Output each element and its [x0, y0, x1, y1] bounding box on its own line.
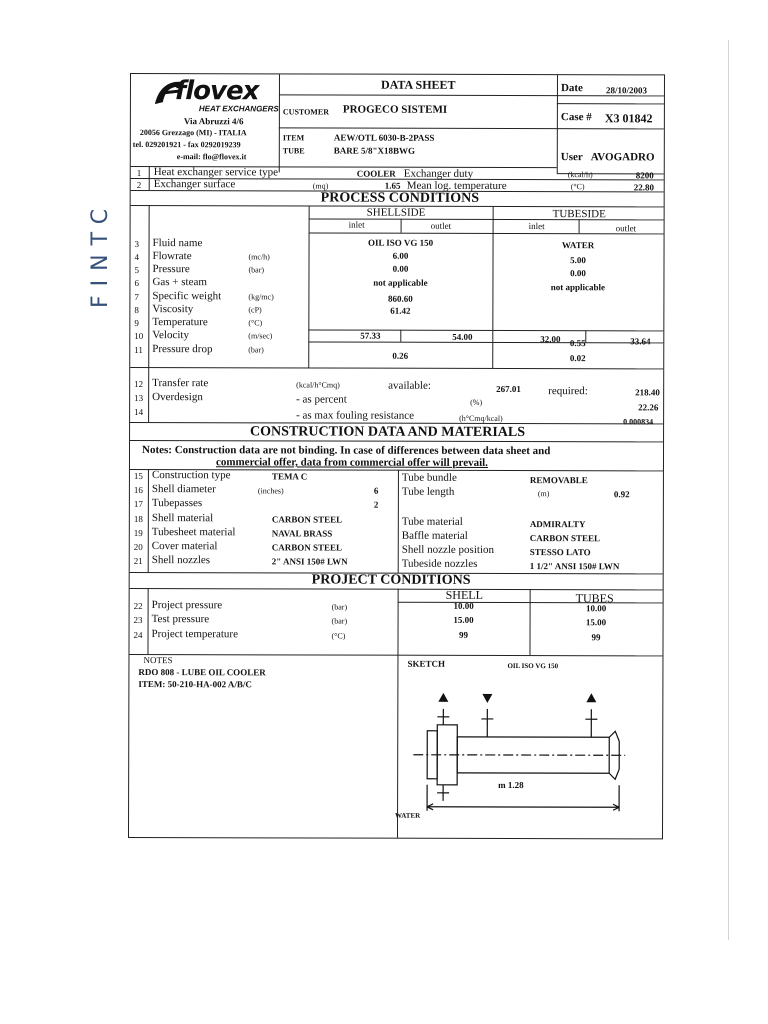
- mean-log-temp-value: 22.80: [633, 182, 654, 193]
- row-num: 7: [134, 292, 139, 303]
- shellside-value: OIL ISO VG 150: [367, 237, 434, 248]
- construction-notes-line1: Notes: Construction data are not binding. In case of differences between data sheet and: [141, 444, 551, 458]
- mean-log-temp-unit: (°C): [570, 182, 585, 192]
- process-label: Viscosity: [152, 303, 194, 316]
- notes-label: NOTES: [143, 655, 173, 666]
- shell-project-value: 15.00: [453, 614, 474, 625]
- construction-value: STESSO LATO: [529, 547, 591, 558]
- shell-temp-inlet: 57.33: [360, 330, 381, 341]
- fouling-resistance-label: - as max fouling resistance: [296, 409, 415, 422]
- tubeside-value: 0.00: [570, 268, 586, 279]
- process-unit: (cP): [248, 305, 262, 315]
- tube-value: BARE 5/8"X18BWG: [333, 145, 416, 156]
- service-type-label: Heat exchanger service type: [153, 166, 279, 179]
- tubes-project-value: 99: [591, 632, 601, 643]
- sketch-water-label: WATER: [395, 811, 421, 820]
- shellside-value: 6.00: [392, 250, 409, 261]
- tube-label: TUBE: [282, 146, 305, 156]
- fouling-resistance-unit: (h°Cmq/kcal): [459, 413, 503, 423]
- construction-value: NAVAL BRASS: [271, 528, 333, 539]
- customer-label: CUSTOMER: [282, 107, 330, 117]
- construction-unit: (m): [537, 489, 550, 499]
- construction-label: Tubesheet material: [151, 526, 236, 539]
- process-label: Fluid name: [152, 237, 203, 250]
- process-unit: (°C): [248, 318, 263, 328]
- shell-outlet-header: outlet: [430, 220, 452, 231]
- project-label: Project pressure: [151, 599, 223, 612]
- shellside-value: not applicable: [373, 277, 428, 288]
- construction-unit: (inches): [257, 486, 284, 496]
- process-label: Flowrate: [152, 250, 192, 263]
- mean-log-temp-label: Mean log. temperature: [406, 179, 507, 192]
- shell-project-value: 99: [459, 629, 469, 640]
- construction-value: TEMA C: [271, 471, 308, 482]
- row-num: 12: [134, 379, 144, 390]
- shellside-value: 61.42: [390, 305, 411, 316]
- notes-line2: ITEM: 50-210-HA-002 A/B/C: [138, 679, 252, 690]
- row-num: 11: [134, 345, 143, 356]
- row-num: 4: [134, 252, 140, 263]
- construction-label: Cover material: [151, 540, 218, 553]
- logo-text: flovex: [174, 76, 259, 107]
- data-sheet: [128, 73, 665, 839]
- construction-label: Shell material: [151, 512, 214, 525]
- process-conditions-title: PROCESS CONDITIONS: [320, 190, 480, 206]
- tubeside-value: WATER: [561, 240, 595, 251]
- shellside-header: SHELLSIDE: [366, 206, 426, 219]
- page-edge: [728, 40, 729, 940]
- process-unit: (kg/mc): [248, 292, 274, 302]
- shellside-value: 0.26: [392, 350, 409, 361]
- tube-outlet-header: outlet: [615, 223, 637, 234]
- construction-label: Baffle material: [401, 529, 468, 542]
- row-num: 2: [136, 180, 142, 191]
- exchanger-surface-value: 1.65: [384, 180, 401, 191]
- project-unit: (°C): [331, 631, 346, 641]
- exchanger-duty-label: Exchanger duty: [403, 167, 474, 180]
- row-num: 10: [134, 331, 144, 342]
- row-num: 18: [133, 514, 143, 525]
- row-num: 22: [133, 601, 143, 612]
- sketch-dimension: m 1.28: [498, 779, 524, 791]
- required-label: required:: [548, 385, 588, 398]
- row-num: 16: [133, 485, 143, 496]
- construction-label: Shell nozzles: [151, 554, 211, 567]
- construction-value: 2" ANSI 150# LWN: [271, 556, 348, 567]
- tubes-header: TUBES: [575, 591, 614, 606]
- required-value: 218.40: [635, 387, 660, 398]
- user-value: AVOGADRO: [590, 151, 655, 164]
- construction-label: Tube length: [401, 485, 455, 498]
- construction-value: CARBON STEEL: [271, 542, 343, 553]
- company-subtitle: HEAT EXCHANGERS: [198, 104, 279, 114]
- available-label: available:: [388, 379, 431, 392]
- shellside-value: 0.00: [392, 263, 409, 274]
- address-line1: Via Abruzzi 4/6: [183, 116, 244, 127]
- construction-value: CARBON STEEL: [529, 533, 601, 544]
- shell-header: SHELL: [445, 587, 483, 602]
- date-label: Date: [560, 82, 583, 95]
- email-address: e-mail: flo@flovex.it: [176, 152, 247, 162]
- transfer-rate-label: Transfer rate: [152, 377, 209, 390]
- construction-label: Shell nozzle position: [401, 543, 495, 556]
- project-unit: (bar): [331, 616, 348, 626]
- item-label: ITEM: [282, 133, 305, 143]
- service-type-value: COOLER: [356, 168, 396, 179]
- row-num: 3: [134, 239, 140, 250]
- tubeside-value: 0.02: [569, 353, 586, 364]
- exchanger-duty-unit: (kcal/h): [567, 170, 593, 180]
- row-num: 9: [134, 318, 139, 329]
- tubeside-header: TUBESIDE: [552, 208, 606, 221]
- tubeside-value: 0.55: [569, 338, 586, 349]
- process-unit: (mc/h): [248, 252, 270, 262]
- project-conditions-title: PROJECT CONDITIONS: [311, 572, 471, 588]
- process-unit: (bar): [248, 345, 264, 355]
- construction-value: ADMIRALTY: [529, 519, 586, 530]
- construction-label: Tube bundle: [401, 471, 457, 484]
- heat-exchanger-sketch: [413, 687, 635, 818]
- address-line3: tel. 029201921 - fax 0292019239: [132, 140, 241, 150]
- row-num: 15: [133, 471, 143, 482]
- available-value: 267.01: [496, 383, 521, 395]
- process-label: Pressure: [152, 263, 190, 276]
- exchanger-duty-value: 8200: [635, 170, 654, 181]
- customer-value: PROGECO SISTEMI: [342, 103, 448, 116]
- overdesign-percent-unit: (%): [470, 397, 483, 407]
- construction-label: Construction type: [151, 469, 231, 482]
- exchanger-surface-label: Exchanger surface: [153, 178, 236, 191]
- construction-value: 2: [373, 499, 379, 510]
- shellside-value: 860.60: [388, 293, 413, 304]
- process-label: Velocity: [152, 329, 190, 342]
- construction-value: CARBON STEEL: [271, 514, 343, 525]
- construction-label: Tubepasses: [151, 497, 203, 510]
- sketch-fluid-label: OIL ISO VG 150: [507, 661, 559, 671]
- tubeside-value: not applicable: [550, 282, 606, 293]
- tubes-project-value: 15.00: [585, 617, 607, 628]
- project-label: Test pressure: [151, 613, 210, 626]
- construction-value: 6: [373, 485, 379, 496]
- address-line2: 20056 Grezzago (MI) - ITALIA: [139, 128, 247, 138]
- process-label: Pressure drop: [152, 343, 213, 356]
- process-unit: (m/sec): [248, 331, 273, 341]
- tubeside-value: 5.00: [570, 255, 586, 266]
- row-num: 14: [134, 407, 144, 418]
- tube-temp-outlet: 33.64: [630, 336, 651, 347]
- handwritten-note: FINTC: [88, 199, 113, 308]
- case-label: Case #: [560, 111, 592, 124]
- project-unit: (bar): [331, 602, 348, 612]
- tube-inlet-header: inlet: [528, 221, 545, 232]
- row-num: 20: [133, 542, 143, 553]
- construction-label: Shell diameter: [151, 483, 216, 496]
- user-label: User: [560, 151, 583, 164]
- construction-value: REMOVABLE: [529, 475, 588, 486]
- process-label: Specific weight: [152, 290, 222, 303]
- overdesign-label: Overdesign: [152, 391, 203, 404]
- shell-project-value: 10.00: [453, 600, 474, 611]
- case-value: X3 01842: [604, 111, 653, 126]
- item-value: AEW/OTL 6030-B-2PASS: [333, 132, 435, 143]
- row-num: 8: [134, 305, 139, 316]
- project-label: Project temperature: [151, 628, 238, 641]
- exchanger-surface-unit: (mq): [312, 181, 329, 191]
- construction-value: 0.92: [613, 489, 630, 500]
- construction-value: 1 1/2" ANSI 150# LWN: [529, 561, 620, 572]
- row-num: 21: [133, 556, 143, 567]
- notes-line1: RDO 808 - LUBE OIL COOLER: [138, 667, 266, 678]
- row-num: 24: [133, 630, 143, 641]
- overdesign-percent-value: 22.26: [638, 402, 659, 413]
- construction-notes-line2: commercial offer, data from commercial offer will prevail.: [215, 456, 488, 469]
- process-label: Gas + steam: [152, 276, 207, 289]
- tube-temp-inlet: 32.00: [540, 334, 561, 345]
- shell-temp-outlet: 54.00: [452, 331, 473, 342]
- row-num: 1: [136, 168, 142, 179]
- process-unit: (bar): [248, 265, 265, 275]
- process-label: Temperature: [152, 316, 208, 329]
- row-num: 19: [133, 528, 143, 539]
- row-num: 5: [134, 265, 139, 276]
- construction-label: Tube material: [401, 515, 463, 528]
- overdesign-percent-label: - as percent: [296, 393, 347, 406]
- date-value: 28/10/2003: [605, 85, 647, 96]
- row-num: 23: [133, 615, 143, 626]
- row-num: 13: [134, 393, 144, 404]
- tubes-project-value: 10.00: [585, 603, 607, 614]
- sheet-title: DATA SHEET: [380, 77, 456, 92]
- sketch-label: SKETCH: [407, 658, 445, 669]
- transfer-rate-unit: (kcal/h°Cmq): [296, 380, 340, 390]
- fouling-resistance-value: 0.000834: [623, 417, 654, 427]
- construction-title: CONSTRUCTION DATA AND MATERIALS: [250, 424, 526, 441]
- row-num: 17: [133, 499, 143, 510]
- construction-label: Tubeside nozzles: [401, 557, 478, 570]
- shell-inlet-header: inlet: [348, 219, 365, 230]
- row-num: 6: [134, 278, 139, 289]
